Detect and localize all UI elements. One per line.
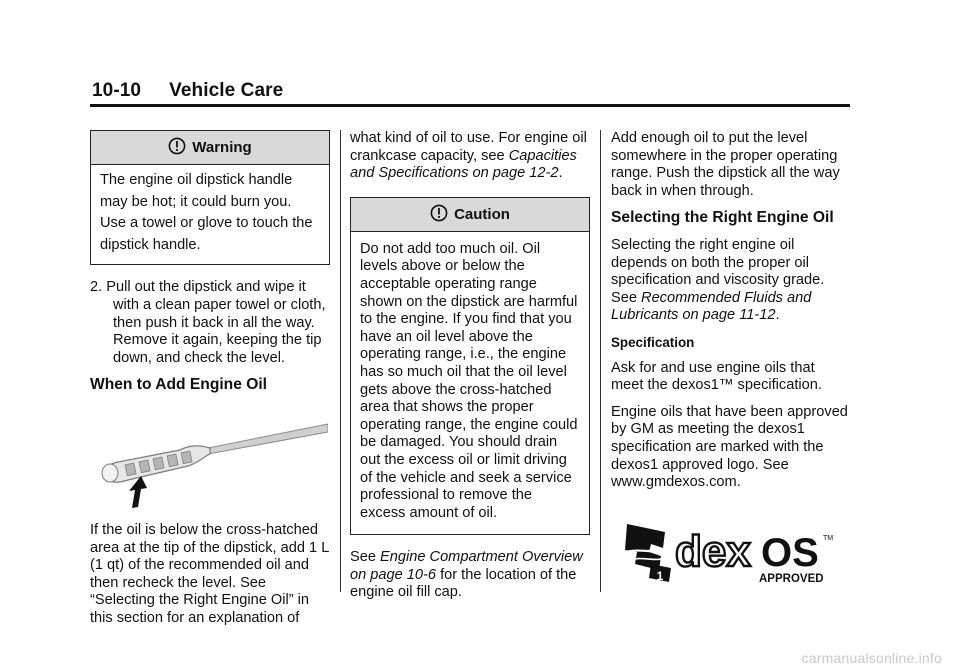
subheading-specification: Specification: [611, 334, 695, 350]
caution-text: Do not add too much oil. Oil levels above or below the acceptable operating range shown on the dipstick are harmful to the engine. If you find that you have an oil level above the operating range, i.e., the engine has so much oil that the oil level gets above the cross-hatched area that shows the proper operating range, the engine could be damaged. You should drain out the excess oil or limit driving of the vehicle and seek a service professional to remove the excess amount of oil.: [360, 240, 578, 521]
warning-line: The engine oil dipstick handle: [100, 172, 293, 188]
caution-title: Caution: [454, 205, 510, 223]
dexos-spec-paragraph: Ask for and use engine oils that meet the dexos1™ specification.: [611, 359, 822, 394]
intro-paragraph: [350, 130, 590, 183]
warning-body: [91, 165, 329, 264]
dexos-approved-text: APPROVED: [759, 572, 824, 585]
warning-line: dipstick handle.: [100, 236, 201, 253]
section-title: Vehicle Care: [169, 80, 284, 101]
warning-icon: [168, 137, 186, 155]
selecting-paragraph: [611, 237, 851, 325]
add-enough-paragraph: Add enough oil to put the level somewhere in the proper operating range. Push the dipstick all the way back in when through.: [611, 130, 840, 199]
column-3: [611, 130, 851, 610]
step-2: 2. Pull out the dipstick and wipe it with a clean paper towel or cloth, then push it back in all the way. Remove it again, keeping the tip down, and check the level.: [90, 279, 326, 366]
see-end: for the location of the engine oil fill cap.: [350, 566, 577, 601]
see-paragraph: [350, 549, 590, 602]
dexos-approved-paragraph: Engine oils that have been approved by GM as meeting the dexos1 specification are marked with the dexos1 approved logo. See www.gmdexos.com.: [611, 403, 848, 491]
warning-line: may be hot; it could burn you.: [100, 193, 292, 210]
warning-title: Warning: [192, 139, 252, 156]
dipstick-illustration: [88, 404, 328, 510]
fluids-link[interactable]: Recommended Fluids and Lubricants on page 11-12: [611, 289, 812, 324]
column-divider-2: [600, 130, 601, 592]
page-header: [92, 80, 283, 102]
page-number: 10-10: [92, 80, 142, 101]
selecting-end: .: [775, 307, 780, 324]
header-rule: [90, 104, 850, 107]
add-oil-paragraph: If the oil is below the cross-hatched area at the tip of the dipstick, add 1 L (1 qt) of the recommended oil and then recheck the level. See “Selecting the Right Engine Oil” in this section for an explanation of: [90, 521, 329, 626]
watermark: carmanualsonline.info: [801, 650, 942, 666]
column-1: [90, 130, 330, 637]
intro-end: .: [558, 165, 563, 182]
warning-header: [91, 131, 329, 165]
dexos-os: OS: [761, 530, 819, 575]
selecting-text: Selecting the right engine oil depends on both the proper oil specification and viscosity grade. See: [611, 236, 825, 306]
caution-body: [351, 232, 589, 535]
see-text: See: [350, 549, 381, 566]
dexos-wordmark: dex: [675, 526, 751, 576]
warning-line: Use a towel or glove to touch the: [100, 215, 313, 232]
caution-icon: [430, 204, 448, 222]
intro-text: what kind of oil to use. For engine oil crankcase capacity, see: [350, 130, 587, 164]
heading-selecting-oil: Selecting the Right Engine Oil: [611, 209, 834, 227]
warning-box: [90, 130, 330, 265]
engine-compartment-link[interactable]: Engine Compartment Overview on page 10-6: [350, 549, 583, 583]
dexos-number: 1: [656, 568, 664, 583]
dexos-approved-logo: [611, 502, 851, 610]
capacities-link[interactable]: Capacities and Specifications on page 12-2: [350, 147, 577, 182]
heading-when-to-add: When to Add Engine Oil: [90, 376, 267, 394]
caution-box: [350, 197, 590, 536]
caution-header: [351, 198, 589, 232]
dexos-tm: TM: [823, 534, 834, 542]
column-2: [350, 130, 590, 611]
column-divider-1: [340, 130, 341, 592]
